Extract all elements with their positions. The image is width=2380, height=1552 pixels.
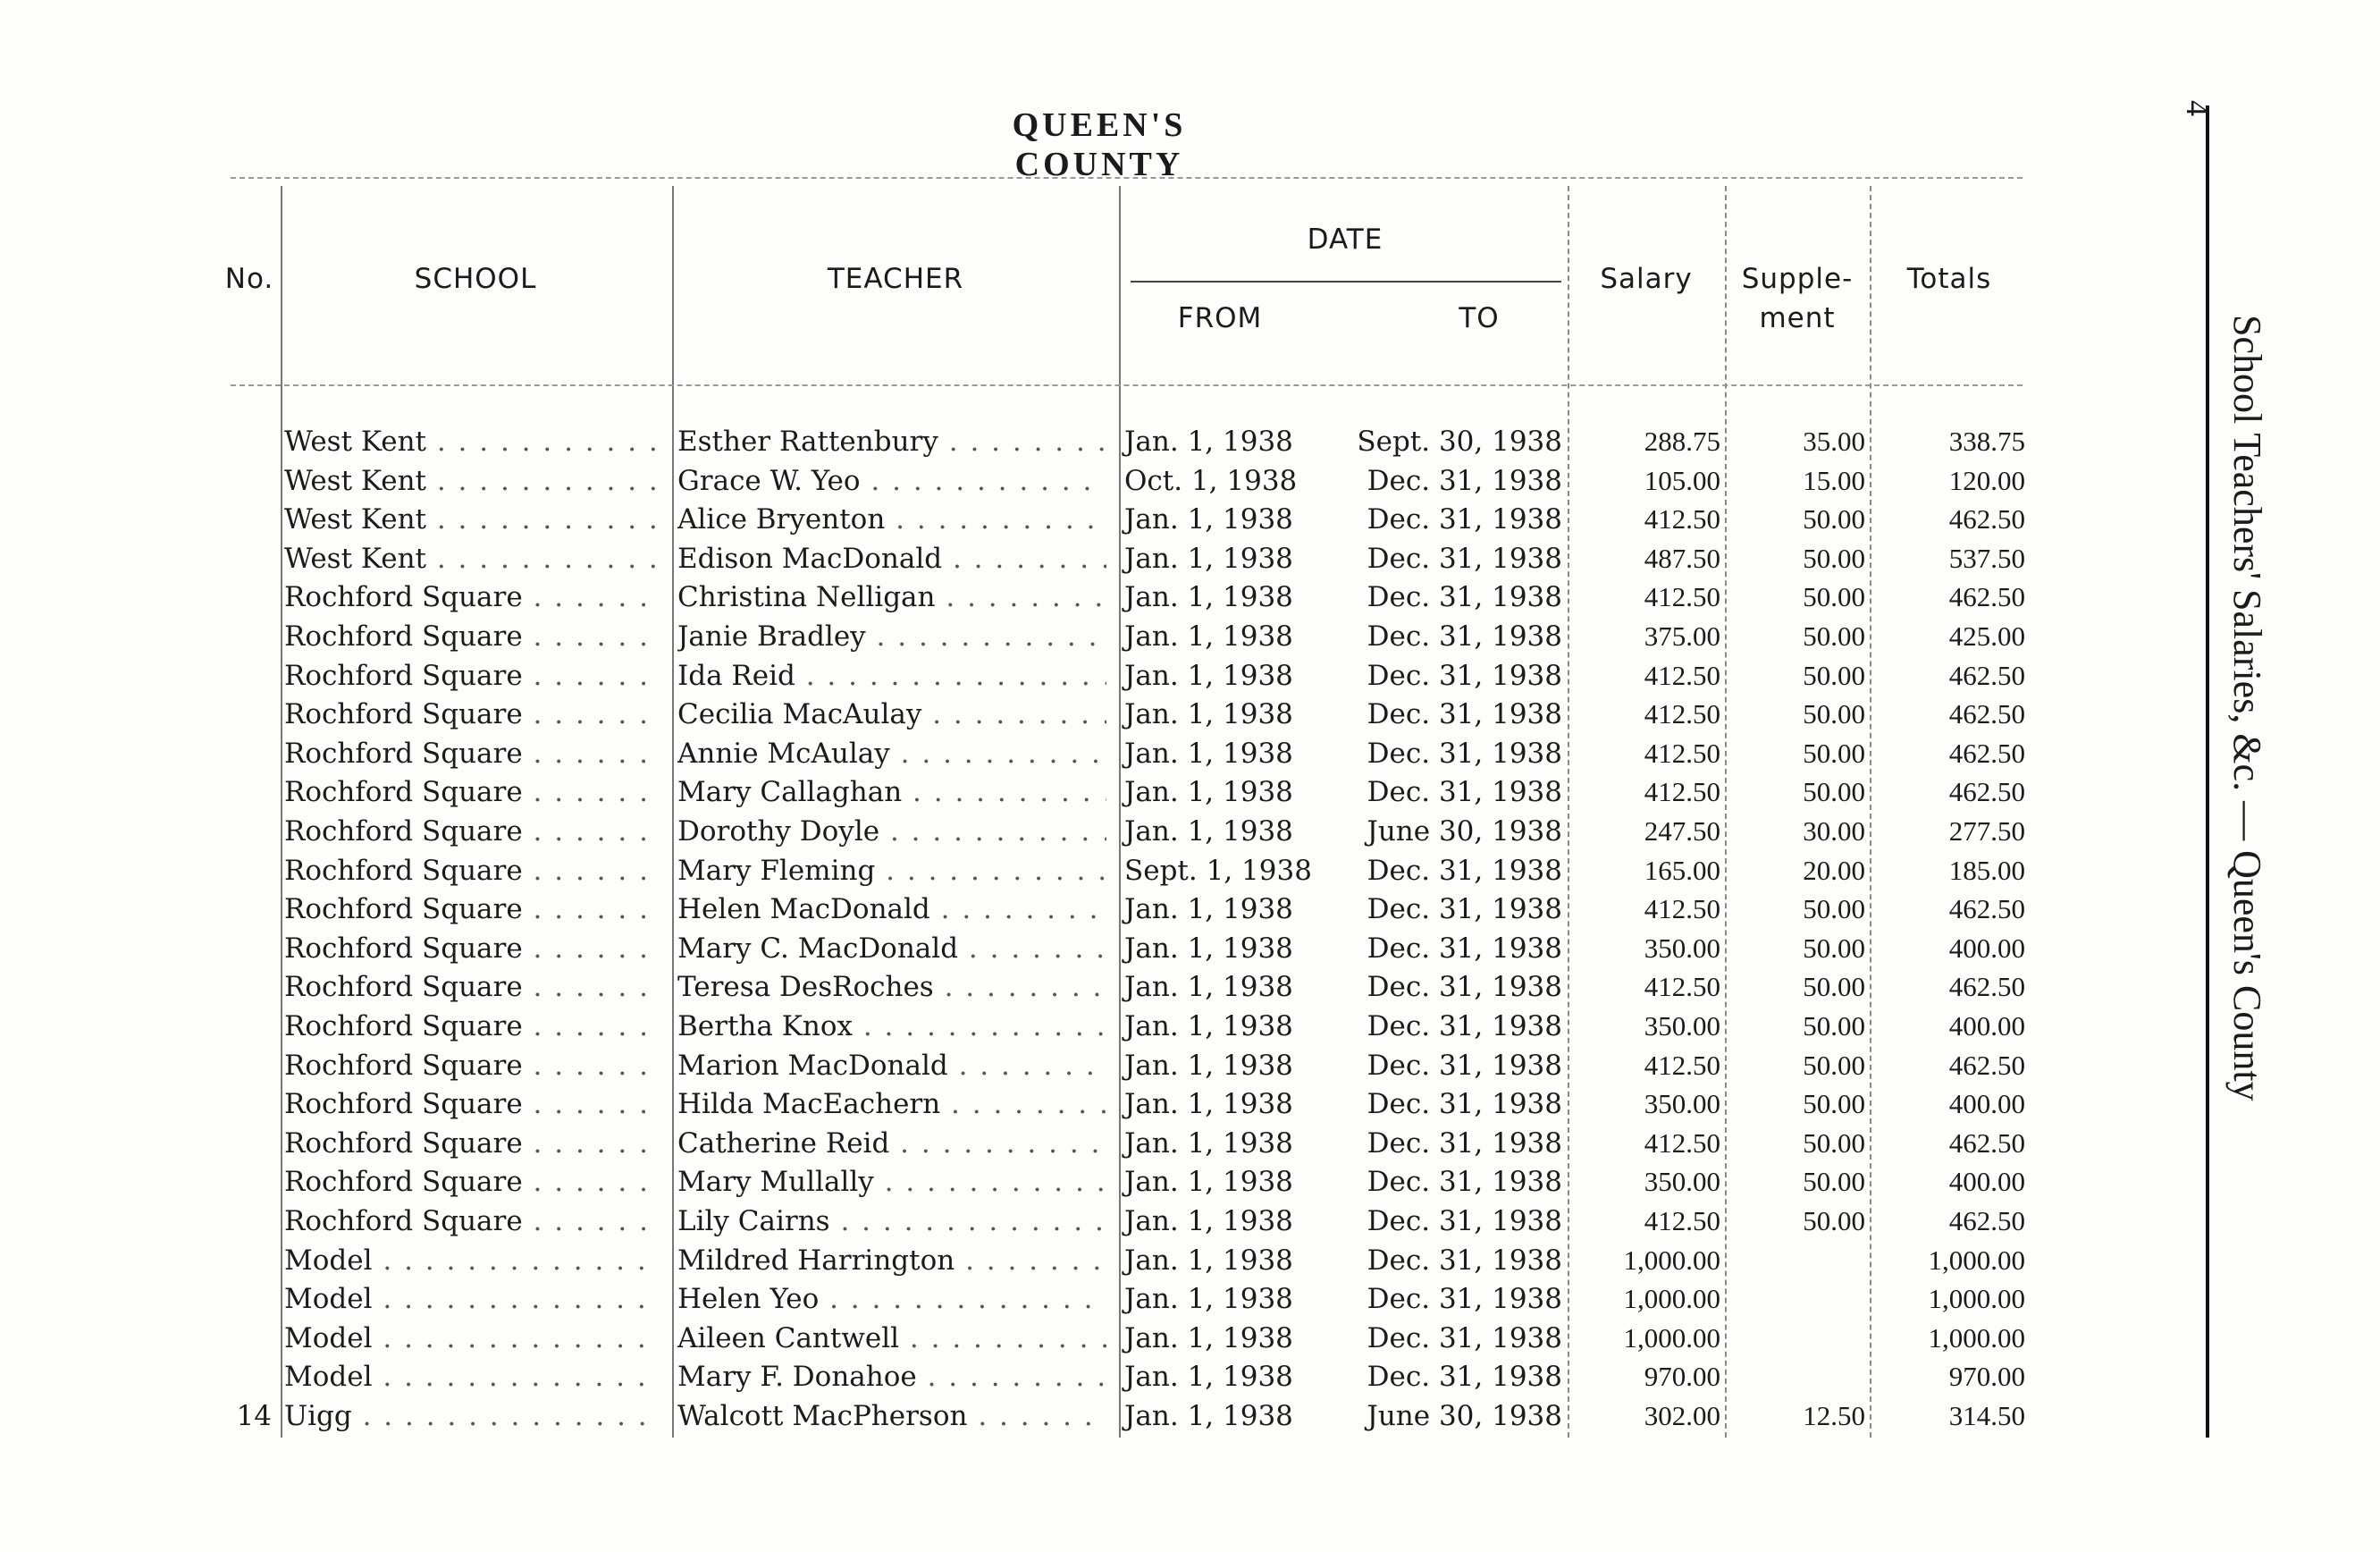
total-amount: 462.50 <box>1948 776 2025 808</box>
date-from: Jan. 1, 1938 <box>1124 1244 1293 1277</box>
date-from: Jan. 1, 1938 <box>1124 932 1293 965</box>
salary-amount: 412.50 <box>1644 1049 1720 1081</box>
teacher-name: Alice Bryenton . . . <box>677 503 1106 536</box>
date-from: Jan. 1, 1938 <box>1124 1321 1293 1354</box>
salary-amount: 412.50 <box>1644 659 1720 691</box>
date-to: Dec. 31, 1938 <box>1367 737 1562 770</box>
supplement-amount: 50.00 <box>1803 1166 1865 1198</box>
salary-amount: 412.50 <box>1644 776 1720 808</box>
school-name: West Kent . . . <box>284 426 660 458</box>
total-amount: 400.00 <box>1948 932 2025 964</box>
total-amount: 462.50 <box>1948 1205 2025 1236</box>
school-name: Rochford Square . . . <box>284 1088 660 1120</box>
date-from: Jan. 1, 1938 <box>1124 1283 1293 1316</box>
school-name: Rochford Square . . . <box>284 971 660 1003</box>
salary-amount: 1,000.00 <box>1623 1321 1720 1354</box>
school-name: Rochford Square . . . <box>284 581 660 613</box>
date-to: Dec. 31, 1938 <box>1367 1321 1562 1354</box>
date-to: Dec. 31, 1938 <box>1367 1010 1562 1042</box>
date-from: Jan. 1, 1938 <box>1124 971 1293 1004</box>
table-row <box>0 543 2056 581</box>
table-row <box>0 1283 2056 1321</box>
teacher-name: Mary C. MacDonald . . . <box>677 932 1106 965</box>
side-rule <box>2206 105 2209 1438</box>
total-amount: 462.50 <box>1948 581 2025 613</box>
school-name: Rochford Square . . . <box>284 1205 660 1237</box>
supplement-amount: 50.00 <box>1803 1049 1865 1081</box>
date-to: Dec. 31, 1938 <box>1367 1361 1562 1394</box>
table-row <box>0 1127 2056 1166</box>
date-from: Jan. 1, 1938 <box>1124 1205 1293 1237</box>
date-from: Jan. 1, 1938 <box>1124 659 1293 692</box>
school-name: Rochford Square . . . <box>284 1166 660 1198</box>
salary-amount: 350.00 <box>1644 1010 1720 1042</box>
date-to: Dec. 31, 1938 <box>1367 698 1562 731</box>
total-amount: 462.50 <box>1948 503 2025 536</box>
school-name: West Kent . . . <box>284 465 660 497</box>
salary-amount: 1,000.00 <box>1623 1283 1720 1315</box>
total-amount: 1,000.00 <box>1928 1244 2025 1276</box>
supplement-amount: 50.00 <box>1803 971 1865 1003</box>
teacher-name: Walcott MacPherson . . . <box>677 1400 1106 1432</box>
teacher-name: Ida Reid . . . <box>677 660 1106 692</box>
salary-amount: 350.00 <box>1644 1088 1720 1120</box>
supplement-amount: 50.00 <box>1803 542 1865 574</box>
date-from: Jan. 1, 1938 <box>1124 1400 1293 1432</box>
table-row <box>0 1205 2056 1244</box>
top-rule <box>231 177 2023 179</box>
date-to: Dec. 31, 1938 <box>1367 1088 1562 1121</box>
date-from: Jan. 1, 1938 <box>1124 1049 1293 1082</box>
total-amount: 1,000.00 <box>1928 1321 2025 1354</box>
teacher-name: Mary Callaghan . . . <box>677 776 1106 808</box>
teacher-name: Edison MacDonald . . . <box>677 543 1106 575</box>
total-amount: 462.50 <box>1948 1049 2025 1081</box>
total-amount: 338.75 <box>1948 426 2025 457</box>
table-row <box>0 1010 2056 1049</box>
date-from: Jan. 1, 1938 <box>1124 1361 1293 1394</box>
school-name: West Kent . . . <box>284 503 660 536</box>
teacher-name: Lily Cairns . . . <box>677 1205 1106 1237</box>
date-to: Dec. 31, 1938 <box>1367 1166 1562 1199</box>
supplement-amount: 12.50 <box>1803 1400 1865 1431</box>
page-number: 4 <box>2180 100 2216 116</box>
total-amount: 970.00 <box>1948 1361 2025 1393</box>
salary-amount: 375.00 <box>1644 620 1720 652</box>
date-to: Dec. 31, 1938 <box>1367 1049 1562 1082</box>
date-to: Dec. 31, 1938 <box>1367 620 1562 653</box>
total-amount: 462.50 <box>1948 737 2025 769</box>
school-name: Rochford Square . . . <box>284 1127 660 1160</box>
teacher-name: Marion MacDonald . . . <box>677 1050 1106 1082</box>
date-header-rule <box>1131 281 1561 283</box>
table-row <box>0 1166 2056 1204</box>
salary-amount: 412.50 <box>1644 1126 1720 1159</box>
supplement-amount: 50.00 <box>1803 737 1865 769</box>
date-to: Dec. 31, 1938 <box>1367 1205 1562 1237</box>
salary-amount: 350.00 <box>1644 1166 1720 1198</box>
table-row <box>0 776 2056 814</box>
total-amount: 185.00 <box>1948 854 2025 886</box>
salary-amount: 105.00 <box>1644 464 1720 496</box>
total-amount: 277.50 <box>1948 815 2025 847</box>
teacher-name: Teresa DesRoches . . . <box>677 971 1106 1003</box>
salary-amount: 350.00 <box>1644 932 1720 964</box>
table-row <box>0 465 2056 503</box>
total-amount: 462.50 <box>1948 1126 2025 1159</box>
date-to: Dec. 31, 1938 <box>1367 893 1562 926</box>
date-from: Sept. 1, 1938 <box>1124 854 1312 887</box>
total-amount: 1,000.00 <box>1928 1283 2025 1315</box>
salary-amount: 487.50 <box>1644 542 1720 574</box>
supplement-amount: 50.00 <box>1803 893 1865 925</box>
date-from: Oct. 1, 1938 <box>1124 464 1298 497</box>
date-from: Jan. 1, 1938 <box>1124 542 1293 575</box>
date-to: Dec. 31, 1938 <box>1367 854 1562 887</box>
header-totals: Totals <box>1906 263 1992 295</box>
school-name: Rochford Square . . . <box>284 776 660 808</box>
teacher-name: Mary Fleming . . . <box>677 855 1106 887</box>
total-amount: 400.00 <box>1948 1010 2025 1042</box>
table-row <box>0 620 2056 659</box>
teacher-name: Aileen Cantwell . . . <box>677 1322 1106 1354</box>
school-name: Rochford Square . . . <box>284 660 660 692</box>
salary-amount: 412.50 <box>1644 893 1720 925</box>
header-salary: Salary <box>1600 263 1693 295</box>
date-from: Jan. 1, 1938 <box>1124 776 1293 809</box>
date-from: Jan. 1, 1938 <box>1124 1166 1293 1199</box>
salary-amount: 412.50 <box>1644 503 1720 536</box>
salary-amount: 165.00 <box>1644 854 1720 886</box>
date-to: Dec. 31, 1938 <box>1367 542 1562 575</box>
date-from: Jan. 1, 1938 <box>1124 737 1293 770</box>
table-row <box>0 426 2056 464</box>
supplement-amount: 50.00 <box>1803 698 1865 730</box>
total-amount: 462.50 <box>1948 971 2025 1003</box>
total-amount: 425.00 <box>1948 620 2025 652</box>
salary-amount: 412.50 <box>1644 698 1720 730</box>
school-name: Rochford Square . . . <box>284 855 660 887</box>
supplement-amount: 50.00 <box>1803 1088 1865 1120</box>
date-to: Dec. 31, 1938 <box>1367 776 1562 809</box>
table-row <box>0 1400 2056 1438</box>
date-to: Dec. 31, 1938 <box>1367 503 1562 536</box>
salary-amount: 1,000.00 <box>1623 1244 1720 1276</box>
table-row <box>0 971 2056 1009</box>
school-name: Rochford Square . . . <box>284 1050 660 1082</box>
row-number: 14 <box>236 1400 272 1432</box>
header-to: TO <box>1459 302 1500 334</box>
table-row <box>0 815 2056 854</box>
date-to: Dec. 31, 1938 <box>1367 932 1562 965</box>
header-no: No. <box>224 263 274 295</box>
table-row <box>0 503 2056 542</box>
page-title: QUEEN'S COUNTY <box>1012 106 1187 183</box>
date-to: Dec. 31, 1938 <box>1367 659 1562 692</box>
teacher-name: Esther Rattenbury . . . <box>677 426 1106 458</box>
teacher-name: Cecilia MacAulay . . . <box>677 698 1106 730</box>
teacher-name: Christina Nelligan . . . <box>677 581 1106 613</box>
date-to: Sept. 30, 1938 <box>1357 426 1562 458</box>
date-from: Jan. 1, 1938 <box>1124 1010 1293 1042</box>
school-name: Rochford Square . . . <box>284 620 660 653</box>
total-amount: 400.00 <box>1948 1166 2025 1198</box>
teacher-name: Catherine Reid . . . <box>677 1127 1106 1160</box>
teacher-name: Helen Yeo . . . <box>677 1283 1106 1315</box>
school-name: Rochford Square . . . <box>284 698 660 730</box>
school-name: Model . . . <box>284 1361 660 1393</box>
table-row <box>0 1088 2056 1126</box>
teacher-name: Hilda MacEachern . . . <box>677 1088 1106 1120</box>
date-to: Dec. 31, 1938 <box>1367 464 1562 497</box>
date-from: Jan. 1, 1938 <box>1124 1126 1293 1160</box>
salary-amount: 970.00 <box>1644 1361 1720 1393</box>
supplement-amount: 35.00 <box>1803 426 1865 457</box>
total-amount: 314.50 <box>1948 1400 2025 1431</box>
supplement-amount: 50.00 <box>1803 503 1865 536</box>
header-rule <box>231 384 2023 386</box>
date-from: Jan. 1, 1938 <box>1124 815 1293 848</box>
teacher-name: Grace W. Yeo . . . <box>677 465 1106 497</box>
supplement-amount: 50.00 <box>1803 932 1865 964</box>
table-row <box>0 932 2056 971</box>
school-name: Uigg . . . <box>284 1400 660 1432</box>
date-to: Dec. 31, 1938 <box>1367 1244 1562 1277</box>
date-from: Jan. 1, 1938 <box>1124 426 1293 458</box>
school-name: Model . . . <box>284 1322 660 1354</box>
total-amount: 120.00 <box>1948 464 2025 496</box>
total-amount: 462.50 <box>1948 698 2025 730</box>
teacher-name: Annie McAulay . . . <box>677 738 1106 770</box>
table-row <box>0 698 2056 737</box>
teacher-name: Janie Bradley . . . <box>677 620 1106 653</box>
supplement-amount: 30.00 <box>1803 815 1865 847</box>
salary-amount: 412.50 <box>1644 737 1720 769</box>
salary-amount: 247.50 <box>1644 815 1720 847</box>
table-row <box>0 1050 2056 1088</box>
table-row <box>0 1244 2056 1283</box>
supplement-amount: 50.00 <box>1803 620 1865 652</box>
header-supplement-line2: ment <box>1759 302 1836 334</box>
table-row <box>0 1322 2056 1361</box>
salary-amount: 412.50 <box>1644 971 1720 1003</box>
header-supplement-line1: Supple- <box>1741 263 1854 295</box>
date-from: Jan. 1, 1938 <box>1124 620 1293 653</box>
date-from: Jan. 1, 1938 <box>1124 581 1293 614</box>
teacher-name: Mary Mullally . . . <box>677 1166 1106 1198</box>
school-name: Rochford Square . . . <box>284 932 660 965</box>
total-amount: 462.50 <box>1948 893 2025 925</box>
date-from: Jan. 1, 1938 <box>1124 698 1293 731</box>
teacher-name: Helen MacDonald . . . <box>677 893 1106 925</box>
teacher-name: Dorothy Doyle . . . <box>677 815 1106 848</box>
table-row <box>0 855 2056 893</box>
total-amount: 537.50 <box>1948 542 2025 574</box>
teacher-name: Mary F. Donahoe . . . <box>677 1361 1106 1393</box>
school-name: Model . . . <box>284 1283 660 1315</box>
salary-amount: 412.50 <box>1644 581 1720 613</box>
supplement-amount: 20.00 <box>1803 854 1865 886</box>
header-school: SCHOOL <box>414 263 537 295</box>
date-from: Jan. 1, 1938 <box>1124 1088 1293 1121</box>
teacher-name: Bertha Knox . . . <box>677 1010 1106 1042</box>
date-to: June 30, 1938 <box>1367 1400 1562 1432</box>
supplement-amount: 50.00 <box>1803 1126 1865 1159</box>
salary-amount: 302.00 <box>1644 1400 1720 1431</box>
date-to: Dec. 31, 1938 <box>1367 971 1562 1004</box>
supplement-amount: 50.00 <box>1803 659 1865 691</box>
school-name: Rochford Square . . . <box>284 893 660 925</box>
school-name: Rochford Square . . . <box>284 1010 660 1042</box>
date-from: Jan. 1, 1938 <box>1124 503 1293 536</box>
date-to: Dec. 31, 1938 <box>1367 1283 1562 1316</box>
date-from: Jan. 1, 1938 <box>1124 893 1293 926</box>
school-name: Rochford Square . . . <box>284 815 660 848</box>
supplement-amount: 50.00 <box>1803 776 1865 808</box>
header-date: DATE <box>1307 224 1383 256</box>
salary-amount: 412.50 <box>1644 1205 1720 1236</box>
school-name: West Kent . . . <box>284 543 660 575</box>
total-amount: 400.00 <box>1948 1088 2025 1120</box>
table-row <box>0 893 2056 932</box>
table-row <box>0 738 2056 776</box>
teacher-name: Mildred Harrington . . . <box>677 1244 1106 1277</box>
table-row <box>0 660 2056 698</box>
date-to: Dec. 31, 1938 <box>1367 581 1562 614</box>
header-from: FROM <box>1177 302 1263 334</box>
table-row <box>0 581 2056 620</box>
table-row <box>0 1361 2056 1399</box>
salary-amount: 288.75 <box>1644 426 1720 457</box>
date-to: Dec. 31, 1938 <box>1367 1126 1562 1160</box>
school-name: Rochford Square . . . <box>284 738 660 770</box>
supplement-amount: 50.00 <box>1803 581 1865 613</box>
running-side-title: School Teachers' Salaries, &c. — Queen's County <box>2225 315 2269 1101</box>
supplement-amount: 50.00 <box>1803 1010 1865 1042</box>
date-to: June 30, 1938 <box>1367 815 1562 848</box>
total-amount: 462.50 <box>1948 659 2025 691</box>
header-teacher: TEACHER <box>827 263 964 295</box>
supplement-amount: 50.00 <box>1803 1205 1865 1236</box>
supplement-amount: 15.00 <box>1803 464 1865 496</box>
school-name: Model . . . <box>284 1244 660 1277</box>
